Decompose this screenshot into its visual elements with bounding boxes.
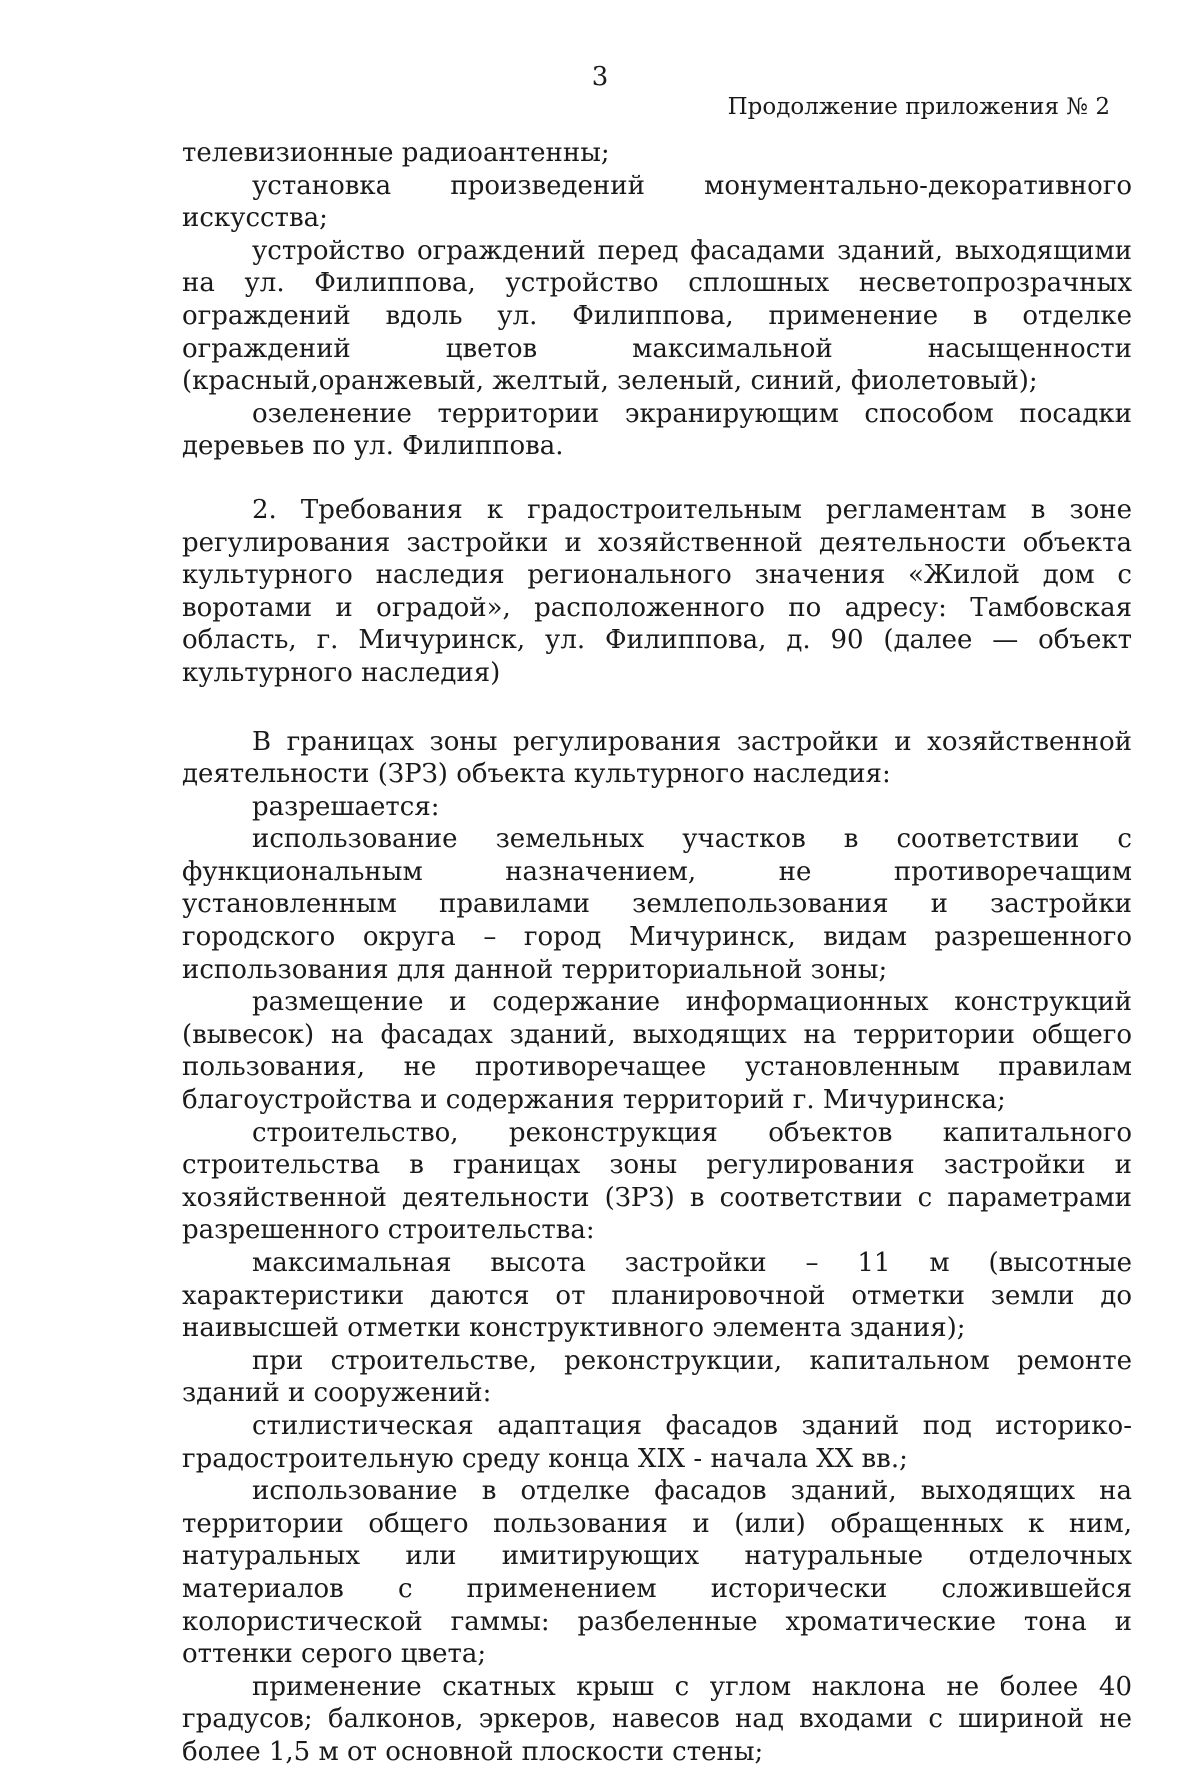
list-item-roofs-balconies: применение скатных крыш с углом наклона не более 40 градусов; балконов, эркеров, навесов над входами с шириной не более 1,5 м от основной плоскости стены;: [182, 1671, 1132, 1767]
list-item-max-height: максимальная высота застройки – 11 м (высотные характеристики даются от планировочной отметки земли до наивысшей отметки конструктивного элемента здания);: [182, 1248, 1132, 1344]
list-item-fences: устройство ограждений перед фасадами зданий, выходящими на ул. Филиппова, устройство сплошных несветопрозрачных ограждений вдоль ул. Филиппова, применение в отделке ограждений цветов максимальной насыщенности (красный,оранжевый, желтый, зеленый, синий, фиолетовый);: [182, 235, 1132, 397]
page-number: 3: [591, 62, 609, 92]
list-item-greening: озеленение территории экранирующим способом посадки деревьев по ул. Филиппова.: [182, 398, 1132, 462]
annex-continuation-label: Продолжение приложения № 2: [727, 94, 1110, 120]
paragraph-allowed-label: разрешается:: [252, 791, 440, 822]
list-item-stylistic-adaptation: стилистическая адаптация фасадов зданий под историко-градостроительную среду конца XIX - начала XX вв.;: [182, 1410, 1132, 1474]
list-item-antennas: телевизионные радиоантенны;: [182, 138, 610, 168]
list-item-monumental-art: установка произведений монументально-декоративного искусства;: [182, 170, 1132, 234]
list-item-facade-finishing: использование в отделке фасадов зданий, выходящих на территории общего пользования и (или) обращенных к ним, натуральных или имитирующих натуральные отделочных материалов с применением исторически сложившейся колористической гаммы: разбеленные хроматические тона и оттенки серого цвета;: [182, 1476, 1132, 1670]
document-body: [182, 137, 1132, 1769]
list-item-land-use: использование земельных участков в соответствии с функциональным назначением, не противоречащим установленным правилами землепользования и застройки городского округа – город Мичуринск, видам разрешенного использования для данной территориальной зоны;: [182, 824, 1132, 985]
section-2-heading: 2. Требования к градостроительным регламентам в зоне регулирования застройки и хозяйственной деятельности объекта культурного наследия регионального значения «Жилой дом с воротами и оградой», расположенного по адресу: Тамбовская область, г. Мичуринск, ул. Филиппова, д. 90 (далее — объект культурного наследия): [182, 494, 1132, 688]
list-item-construction: строительство, реконструкция объектов капитального строительства в границах зоны регулирования застройки и хозяйственной деятельности (ЗРЗ) в соответствии с параметрами разрешенного строительства:: [182, 1117, 1132, 1246]
list-item-repairs: при строительстве, реконструкции, капитальном ремонте зданий и сооружений:: [182, 1345, 1132, 1409]
paragraph-zone-intro: В границах зоны регулирования застройки и хозяйственной деятельности (ЗРЗ) объекта культурного наследия:: [182, 726, 1132, 790]
list-item-signage: размещение и содержание информационных конструкций (вывесок) на фасадах зданий, выходящих на территории общего пользования, не противоречащее установленным правилам благоустройства и содержания территорий г. Мичуринска;: [182, 987, 1132, 1116]
